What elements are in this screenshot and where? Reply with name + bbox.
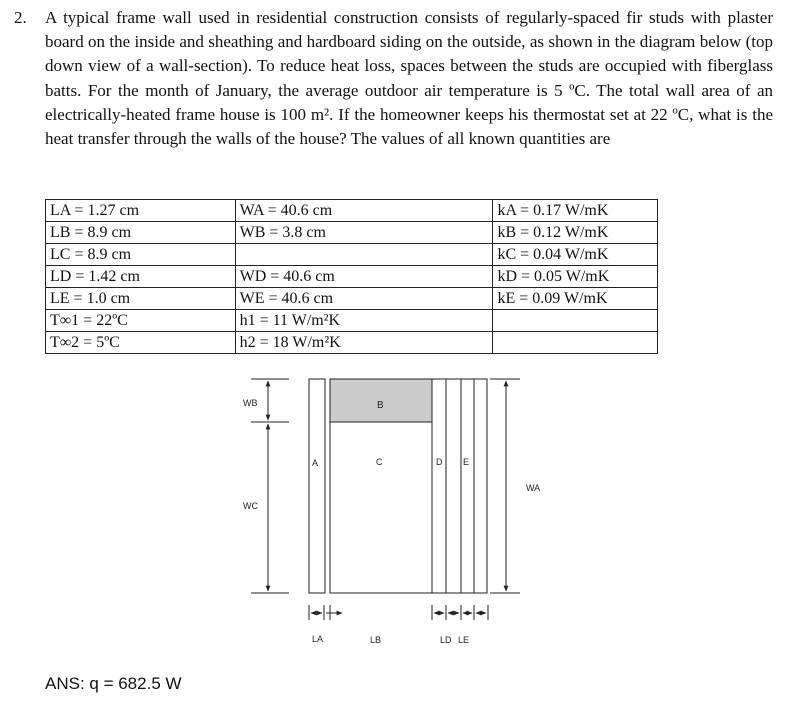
table-cell: WD = 40.6 cm (235, 266, 493, 288)
table-cell: kB = 0.12 W/mK (493, 222, 658, 244)
table-cell: T∞1 = 22ºC (46, 310, 236, 332)
table-cell: WB = 3.8 cm (235, 222, 493, 244)
table-cell: LA = 1.27 cm (46, 200, 236, 222)
ld-dimension (432, 605, 446, 620)
problem-statement: A typical frame wall used in residential construction consists of regularly-spaced fir studs with plaster board on the inside and sheathing and hardboard siding on the outside, as shown in the diagram below (top down view of a wall-section). To reduce heat loss, spaces between the studs are occupied with fiberglass batts. For the month of January, the average outdoor air temperature is 5 ºC. The total wall area of an electrically-heated frame house is 100 m². If the homeowner keeps his thermostat set at 22 ºC, what is the heat transfer through the walls of the house? The values of all known quantities are (45, 8, 773, 149)
table-cell: kC = 0.04 W/mK (493, 244, 658, 266)
le-dimension (448, 605, 488, 620)
wa-dimension (490, 379, 520, 593)
la-label: LA (312, 634, 324, 644)
table-cell: WA = 40.6 cm (235, 200, 493, 222)
problem-number: 2. (14, 8, 27, 27)
table-cell: kE = 0.09 W/mK (493, 288, 658, 310)
table-cell: WE = 40.6 cm (235, 288, 493, 310)
table-cell: kA = 0.17 W/mK (493, 200, 658, 222)
table-cell: h1 = 11 W/m²K (235, 310, 493, 332)
lb-label: LB (370, 635, 382, 645)
wa-label: WA (526, 483, 541, 493)
layer-label-a: A (312, 458, 319, 468)
table-cell: T∞2 = 5ºC (46, 332, 236, 354)
answer: ANS: q = 682.5 W (45, 674, 182, 693)
lb-dimension (326, 605, 342, 620)
layer-label-e: E (463, 457, 470, 467)
layer-label-d: D (436, 457, 443, 467)
table-cell: LC = 8.9 cm (46, 244, 236, 266)
ld-label: LD (440, 635, 452, 645)
table-cell: h2 = 18 W/m²K (235, 332, 493, 354)
wc-label: WC (243, 501, 258, 511)
table-cell: LD = 1.42 cm (46, 266, 236, 288)
layer-label-b: B (377, 400, 384, 411)
table-cell: kD = 0.05 W/mK (493, 266, 658, 288)
table-cell: LE = 1.0 cm (46, 288, 236, 310)
le-label: LE (458, 635, 470, 645)
wb-label: WB (243, 398, 258, 408)
layer-a-plaster-board (309, 379, 325, 593)
la-dimension (309, 605, 324, 620)
table-cell: LB = 8.9 cm (46, 222, 236, 244)
layer-label-c: C (376, 457, 383, 467)
